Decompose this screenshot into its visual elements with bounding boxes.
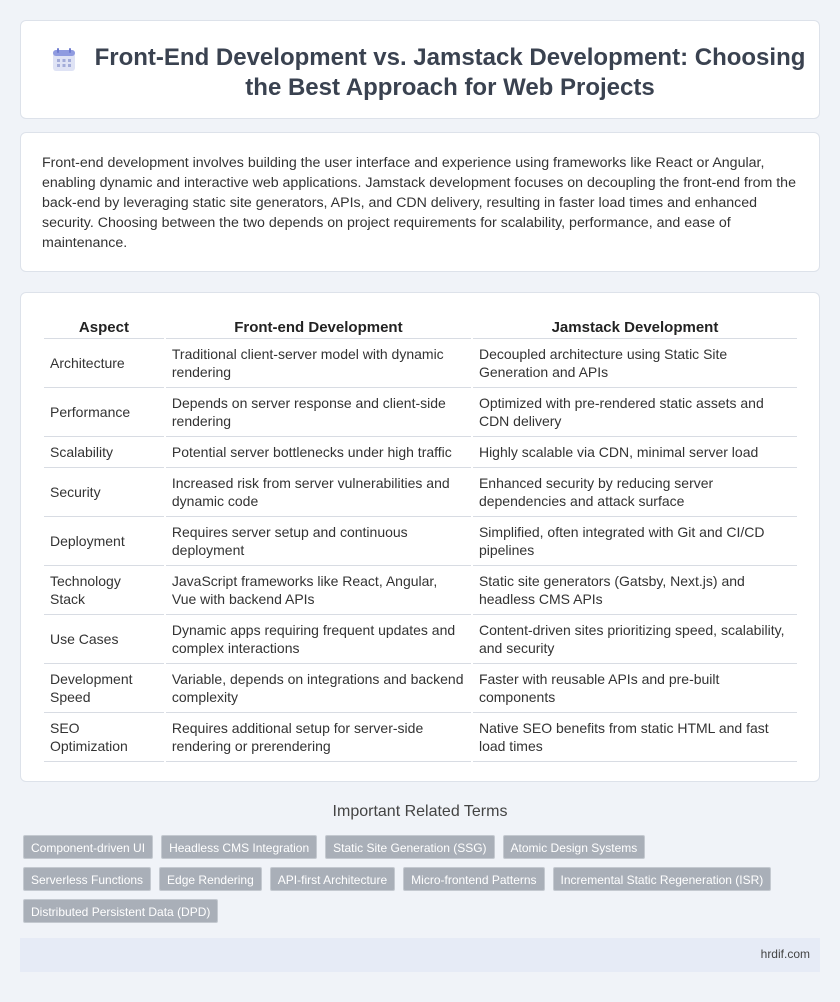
header-aspect: Aspect: [44, 313, 164, 339]
cell-frontend: Requires server setup and continuous deployment: [166, 517, 471, 566]
cell-aspect: Development Speed: [44, 664, 164, 713]
related-terms-list: [23, 835, 783, 931]
table-row: [44, 388, 797, 437]
cell-frontend: Requires additional setup for server-side rendering or prerendering: [166, 713, 471, 762]
cell-aspect: Use Cases: [44, 615, 164, 664]
cell-aspect: Architecture: [44, 339, 164, 388]
comparison-table: [42, 313, 799, 762]
cell-jamstack: Static site generators (Gatsby, Next.js) and headless CMS APIs: [473, 566, 797, 615]
cell-aspect: Scalability: [44, 437, 164, 468]
cell-frontend: Traditional client-server model with dynamic rendering: [166, 339, 471, 388]
term-tag[interactable]: Serverless Functions: [23, 867, 151, 891]
cell-frontend: Depends on server response and client-side rendering: [166, 388, 471, 437]
cell-aspect: Deployment: [44, 517, 164, 566]
table-row: [44, 339, 797, 388]
cell-jamstack: Simplified, often integrated with Git and CI/CD pipelines: [473, 517, 797, 566]
table-row: [44, 664, 797, 713]
cell-frontend: Potential server bottlenecks under high traffic: [166, 437, 471, 468]
cell-aspect: Performance: [44, 388, 164, 437]
footer: [20, 938, 820, 972]
intro-card: [20, 132, 820, 272]
term-tag[interactable]: Distributed Persistent Data (DPD): [23, 899, 218, 923]
cell-jamstack: Content-driven sites prioritizing speed, scalability, and security: [473, 615, 797, 664]
table-row: [44, 437, 797, 468]
term-tag[interactable]: Edge Rendering: [159, 867, 262, 891]
term-tag[interactable]: API-first Architecture: [270, 867, 395, 891]
table-row: [44, 713, 797, 762]
title-card: [20, 20, 820, 119]
cell-aspect: SEO Optimization: [44, 713, 164, 762]
footer-site-link[interactable]: hrdif.com: [760, 947, 810, 961]
page-title: Front-End Development vs. Jamstack Development: Choosing the Best Approach for Web Projects: [94, 44, 806, 101]
header-jamstack: Jamstack Development: [473, 313, 797, 339]
related-terms-heading: Important Related Terms: [332, 803, 508, 820]
cell-frontend: Variable, depends on integrations and backend complexity: [166, 664, 471, 713]
cell-jamstack: Native SEO benefits from static HTML and fast load times: [473, 713, 797, 762]
cell-jamstack: Decoupled architecture using Static Site Generation and APIs: [473, 339, 797, 388]
table-row: [44, 615, 797, 664]
term-tag[interactable]: Atomic Design Systems: [503, 835, 646, 859]
cell-frontend: JavaScript frameworks like React, Angular, Vue with backend APIs: [166, 566, 471, 615]
cell-frontend: Increased risk from server vulnerabilities and dynamic code: [166, 468, 471, 517]
cell-frontend: Dynamic apps requiring frequent updates and complex interactions: [166, 615, 471, 664]
header-frontend: Front-end Development: [166, 313, 471, 339]
term-tag[interactable]: Micro-frontend Patterns: [403, 867, 544, 891]
table-row: [44, 468, 797, 517]
cell-jamstack: Enhanced security by reducing server dependencies and attack surface: [473, 468, 797, 517]
term-tag[interactable]: Headless CMS Integration: [161, 835, 317, 859]
cell-aspect: Technology Stack: [44, 566, 164, 615]
intro-paragraph: Front-end development involves building the user interface and experience using frameworks like React or Angular, enabling dynamic and interactive web applications. Jamstack development focuses on decoupling the front-end from the back-end by leveraging static site generators, APIs, and CDN delivery, resulting in faster load times and enhanced security. Choosing between the two depends on project requirements for scalability, performance, and ease of maintenance.: [42, 155, 796, 251]
term-tag[interactable]: Incremental Static Regeneration (ISR): [553, 867, 772, 891]
term-tag[interactable]: Component-driven UI: [23, 835, 153, 859]
comparison-card: [20, 292, 820, 782]
table-row: [44, 566, 797, 615]
cell-jamstack: Optimized with pre-rendered static assets and CDN delivery: [473, 388, 797, 437]
cell-jamstack: Faster with reusable APIs and pre-built components: [473, 664, 797, 713]
term-tag[interactable]: Static Site Generation (SSG): [325, 835, 494, 859]
table-header-row: [44, 313, 797, 339]
cell-jamstack: Highly scalable via CDN, minimal server load: [473, 437, 797, 468]
cell-aspect: Security: [44, 468, 164, 517]
table-row: [44, 517, 797, 566]
